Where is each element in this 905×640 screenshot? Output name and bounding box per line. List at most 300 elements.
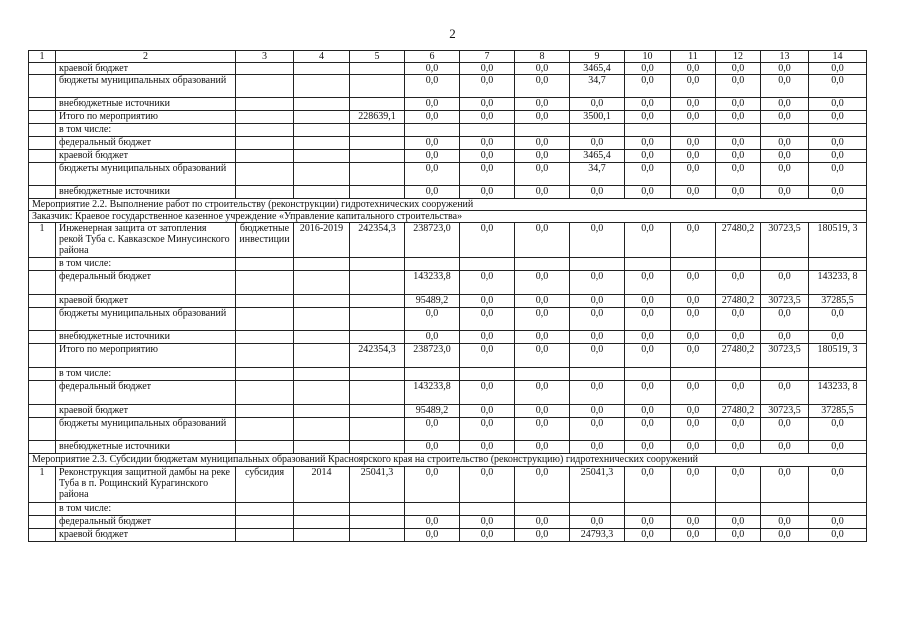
value-cell: 0,0: [515, 186, 570, 199]
value-cell: 0,0: [716, 137, 761, 150]
row-number-cell: [29, 186, 56, 199]
table-row: [29, 98, 867, 111]
value-cell: [671, 503, 716, 516]
table-cell: [236, 150, 294, 163]
value-cell: 0,0: [716, 163, 761, 186]
value-cell: 0,0: [460, 63, 515, 75]
value-cell: 0,0: [570, 344, 625, 368]
value-cell: [350, 98, 405, 111]
value-cell: 0,0: [405, 63, 460, 75]
table-row: [29, 150, 867, 163]
row-number-cell: [29, 308, 56, 331]
value-cell: [350, 331, 405, 344]
header-cell: 10: [625, 51, 671, 63]
description-cell: краевой бюджет: [56, 405, 236, 418]
header-cell: 4: [294, 51, 350, 63]
table-cell: субсидия: [236, 467, 294, 503]
value-cell: 34,7: [570, 163, 625, 186]
value-cell: [350, 405, 405, 418]
value-cell: 0,0: [460, 186, 515, 199]
value-cell: 0,0: [515, 405, 570, 418]
value-cell: 0,0: [761, 75, 809, 98]
value-cell: 0,0: [405, 163, 460, 186]
table-cell: [294, 63, 350, 75]
row-number-cell: [29, 405, 56, 418]
row-number-cell: [29, 137, 56, 150]
value-cell: 0,0: [625, 137, 671, 150]
row-number-cell: [29, 98, 56, 111]
value-cell: 25041,3: [350, 467, 405, 503]
value-cell: 0,0: [460, 75, 515, 98]
value-cell: 0,0: [671, 381, 716, 405]
value-cell: 0,0: [809, 331, 867, 344]
description-cell: краевой бюджет: [56, 63, 236, 75]
value-cell: [809, 503, 867, 516]
value-cell: 30723,5: [761, 344, 809, 368]
value-cell: 0,0: [515, 331, 570, 344]
value-cell: 3500,1: [570, 111, 625, 124]
section-title: Мероприятие 2.3. Субсидии бюджетам муниципальных образований Красноярского края на строительство (реконструкцию) гидротехнических сооружений: [29, 454, 867, 467]
value-cell: 0,0: [761, 467, 809, 503]
value-cell: 27480,2: [716, 223, 761, 258]
row-number-cell: [29, 331, 56, 344]
value-cell: [350, 163, 405, 186]
value-cell: 0,0: [570, 98, 625, 111]
value-cell: 0,0: [460, 163, 515, 186]
table-row: [29, 186, 867, 199]
value-cell: 0,0: [809, 163, 867, 186]
header-cell: 5: [350, 51, 405, 63]
table-cell: 2016-2019: [294, 223, 350, 258]
value-cell: 0,0: [625, 381, 671, 405]
row-number-cell: 1: [29, 223, 56, 258]
value-cell: [671, 368, 716, 381]
value-cell: 0,0: [716, 111, 761, 124]
table-cell: [294, 163, 350, 186]
table-cell: [294, 137, 350, 150]
value-cell: [809, 258, 867, 271]
value-cell: 180519, 3: [809, 344, 867, 368]
table-row: [29, 441, 867, 454]
value-cell: [761, 258, 809, 271]
value-cell: 238723,0: [405, 344, 460, 368]
value-cell: 0,0: [671, 441, 716, 454]
section-title: Заказчик: Краевое государственное казенное учреждение «Управление капитального строительства»: [29, 211, 867, 223]
value-cell: 0,0: [515, 529, 570, 542]
value-cell: [350, 381, 405, 405]
value-cell: 0,0: [460, 295, 515, 308]
value-cell: 30723,5: [761, 405, 809, 418]
value-cell: [625, 258, 671, 271]
value-cell: 0,0: [625, 295, 671, 308]
value-cell: 0,0: [716, 98, 761, 111]
value-cell: 0,0: [809, 529, 867, 542]
value-cell: 242354,3: [350, 344, 405, 368]
value-cell: 0,0: [515, 344, 570, 368]
table-cell: [236, 75, 294, 98]
table-cell: [236, 98, 294, 111]
value-cell: 95489,2: [405, 295, 460, 308]
table-row: [29, 308, 867, 331]
value-cell: [350, 75, 405, 98]
value-cell: 0,0: [716, 381, 761, 405]
value-cell: [716, 503, 761, 516]
value-cell: [809, 124, 867, 137]
financing-table: [28, 50, 867, 542]
value-cell: 0,0: [809, 111, 867, 124]
table-row: [29, 529, 867, 542]
table-cell: [294, 150, 350, 163]
table-cell: [236, 441, 294, 454]
description-cell: внебюджетные источники: [56, 441, 236, 454]
value-cell: 0,0: [716, 529, 761, 542]
table-row: [29, 75, 867, 98]
value-cell: 0,0: [625, 331, 671, 344]
value-cell: 0,0: [761, 418, 809, 441]
value-cell: 0,0: [570, 186, 625, 199]
value-cell: 0,0: [671, 223, 716, 258]
row-number-cell: [29, 271, 56, 295]
value-cell: 30723,5: [761, 223, 809, 258]
value-cell: [625, 124, 671, 137]
value-cell: 0,0: [570, 331, 625, 344]
value-cell: 0,0: [809, 186, 867, 199]
value-cell: 0,0: [809, 441, 867, 454]
row-number-cell: [29, 124, 56, 137]
value-cell: 0,0: [716, 63, 761, 75]
table-cell: 2014: [294, 467, 350, 503]
table-cell: бюджетные инвестиции: [236, 223, 294, 258]
value-cell: 0,0: [671, 111, 716, 124]
value-cell: 0,0: [460, 308, 515, 331]
value-cell: [350, 124, 405, 137]
value-cell: 0,0: [716, 150, 761, 163]
value-cell: 0,0: [570, 271, 625, 295]
row-number-cell: [29, 163, 56, 186]
value-cell: [625, 503, 671, 516]
value-cell: 0,0: [460, 467, 515, 503]
value-cell: 34,7: [570, 75, 625, 98]
description-cell: внебюджетные источники: [56, 98, 236, 111]
table-row: [29, 258, 867, 271]
description-cell: бюджеты муниципальных образований: [56, 163, 236, 186]
value-cell: 180519, 3: [809, 223, 867, 258]
table-cell: [294, 441, 350, 454]
value-cell: 0,0: [671, 467, 716, 503]
table-cell: [236, 368, 294, 381]
value-cell: [570, 503, 625, 516]
value-cell: [515, 503, 570, 516]
value-cell: [570, 124, 625, 137]
value-cell: [761, 503, 809, 516]
table-cell: [294, 418, 350, 441]
table-row: [29, 163, 867, 186]
header-cell: 1: [29, 51, 56, 63]
table-cell: [236, 295, 294, 308]
value-cell: [350, 150, 405, 163]
description-cell: Инженерная защита от затопления рекой Туба с. Кавказское Минусинского района: [56, 223, 236, 258]
value-cell: 0,0: [460, 150, 515, 163]
value-cell: 0,0: [761, 150, 809, 163]
table-cell: [294, 258, 350, 271]
value-cell: 0,0: [761, 529, 809, 542]
value-cell: [460, 368, 515, 381]
table-cell: [236, 529, 294, 542]
table-cell: [294, 75, 350, 98]
description-cell: краевой бюджет: [56, 150, 236, 163]
value-cell: 0,0: [570, 308, 625, 331]
table-cell: [294, 124, 350, 137]
value-cell: 0,0: [570, 516, 625, 529]
description-cell: Итого по мероприятию: [56, 111, 236, 124]
table-cell: [236, 124, 294, 137]
value-cell: 0,0: [460, 418, 515, 441]
value-cell: 0,0: [625, 163, 671, 186]
value-cell: 0,0: [671, 295, 716, 308]
value-cell: 0,0: [671, 418, 716, 441]
description-cell: в том числе:: [56, 503, 236, 516]
value-cell: 0,0: [761, 308, 809, 331]
value-cell: 0,0: [716, 441, 761, 454]
row-number-cell: [29, 150, 56, 163]
table-cell: [294, 516, 350, 529]
value-cell: [716, 258, 761, 271]
value-cell: 0,0: [761, 441, 809, 454]
table-row: [29, 503, 867, 516]
value-cell: 0,0: [405, 186, 460, 199]
page-number: 2: [449, 26, 456, 41]
value-cell: 0,0: [460, 331, 515, 344]
value-cell: 0,0: [515, 271, 570, 295]
value-cell: 0,0: [570, 295, 625, 308]
value-cell: 0,0: [716, 308, 761, 331]
value-cell: 0,0: [570, 381, 625, 405]
description-cell: краевой бюджет: [56, 529, 236, 542]
value-cell: [350, 186, 405, 199]
value-cell: 0,0: [671, 344, 716, 368]
value-cell: 0,0: [515, 381, 570, 405]
value-cell: 0,0: [671, 331, 716, 344]
value-cell: 0,0: [460, 381, 515, 405]
value-cell: 0,0: [625, 150, 671, 163]
table-row: [29, 405, 867, 418]
value-cell: [350, 503, 405, 516]
row-number-cell: 1: [29, 467, 56, 503]
table-cell: [294, 331, 350, 344]
value-cell: 0,0: [405, 75, 460, 98]
value-cell: 0,0: [671, 137, 716, 150]
value-cell: [350, 63, 405, 75]
table-cell: [294, 308, 350, 331]
value-cell: 0,0: [716, 418, 761, 441]
table-cell: [294, 111, 350, 124]
value-cell: 0,0: [405, 441, 460, 454]
value-cell: 0,0: [671, 98, 716, 111]
value-cell: 3465,4: [570, 150, 625, 163]
table-cell: [294, 368, 350, 381]
value-cell: 0,0: [460, 271, 515, 295]
value-cell: 0,0: [625, 529, 671, 542]
value-cell: [515, 368, 570, 381]
value-cell: 30723,5: [761, 295, 809, 308]
value-cell: 0,0: [671, 405, 716, 418]
table-row: [29, 418, 867, 441]
row-number-cell: [29, 381, 56, 405]
value-cell: 0,0: [460, 344, 515, 368]
table-cell: [294, 503, 350, 516]
value-cell: [761, 124, 809, 137]
row-number-cell: [29, 295, 56, 308]
row-number-cell: [29, 63, 56, 75]
value-cell: 0,0: [625, 271, 671, 295]
table-row: [29, 295, 867, 308]
value-cell: 0,0: [405, 150, 460, 163]
value-cell: 0,0: [460, 111, 515, 124]
table-cell: [236, 63, 294, 75]
value-cell: [809, 368, 867, 381]
header-cell: 6: [405, 51, 460, 63]
description-cell: федеральный бюджет: [56, 271, 236, 295]
row-number-cell: [29, 529, 56, 542]
row-number-cell: [29, 75, 56, 98]
value-cell: [460, 503, 515, 516]
value-cell: 0,0: [405, 98, 460, 111]
value-cell: 0,0: [671, 308, 716, 331]
value-cell: 0,0: [515, 75, 570, 98]
row-number-cell: [29, 111, 56, 124]
value-cell: [405, 368, 460, 381]
value-cell: 0,0: [761, 98, 809, 111]
header-cell: 9: [570, 51, 625, 63]
value-cell: 27480,2: [716, 344, 761, 368]
value-cell: 0,0: [515, 98, 570, 111]
table-row: [29, 137, 867, 150]
value-cell: [570, 368, 625, 381]
table-cell: [236, 186, 294, 199]
value-cell: 0,0: [716, 331, 761, 344]
header-cell: 11: [671, 51, 716, 63]
value-cell: 0,0: [460, 529, 515, 542]
value-cell: 228639,1: [350, 111, 405, 124]
table-cell: [236, 331, 294, 344]
header-cell: 12: [716, 51, 761, 63]
row-number-cell: [29, 503, 56, 516]
header-cell: 7: [460, 51, 515, 63]
value-cell: 0,0: [460, 405, 515, 418]
value-cell: 0,0: [515, 111, 570, 124]
description-cell: федеральный бюджет: [56, 516, 236, 529]
value-cell: 0,0: [716, 271, 761, 295]
row-number-cell: [29, 516, 56, 529]
table-cell: [236, 418, 294, 441]
value-cell: 0,0: [405, 111, 460, 124]
value-cell: 0,0: [625, 111, 671, 124]
value-cell: 0,0: [460, 98, 515, 111]
description-cell: в том числе:: [56, 124, 236, 137]
value-cell: 0,0: [460, 223, 515, 258]
value-cell: 0,0: [716, 516, 761, 529]
table-row: [29, 63, 867, 75]
table-cell: [294, 405, 350, 418]
table-cell: [294, 529, 350, 542]
value-cell: 0,0: [570, 418, 625, 441]
table-cell: [294, 381, 350, 405]
value-cell: 0,0: [570, 405, 625, 418]
value-cell: 0,0: [716, 186, 761, 199]
value-cell: [405, 503, 460, 516]
value-cell: [350, 516, 405, 529]
value-cell: 0,0: [625, 98, 671, 111]
table-cell: [236, 111, 294, 124]
value-cell: [460, 124, 515, 137]
value-cell: 0,0: [671, 163, 716, 186]
description-cell: внебюджетные источники: [56, 186, 236, 199]
value-cell: 0,0: [809, 63, 867, 75]
value-cell: 0,0: [515, 163, 570, 186]
value-cell: 0,0: [405, 529, 460, 542]
value-cell: 0,0: [761, 331, 809, 344]
value-cell: 0,0: [716, 75, 761, 98]
description-cell: внебюджетные источники: [56, 331, 236, 344]
value-cell: 0,0: [460, 516, 515, 529]
value-cell: 0,0: [515, 223, 570, 258]
value-cell: 3465,4: [570, 63, 625, 75]
value-cell: [350, 368, 405, 381]
value-cell: [350, 271, 405, 295]
description-cell: федеральный бюджет: [56, 137, 236, 150]
table-cell: [236, 381, 294, 405]
value-cell: 143233,8: [405, 381, 460, 405]
value-cell: 0,0: [809, 75, 867, 98]
header-cell: 2: [56, 51, 236, 63]
value-cell: 0,0: [515, 63, 570, 75]
value-cell: 0,0: [515, 150, 570, 163]
header-cell: 13: [761, 51, 809, 63]
table-row: [29, 467, 867, 503]
table-row: [29, 124, 867, 137]
value-cell: 143233, 8: [809, 271, 867, 295]
value-cell: 0,0: [515, 308, 570, 331]
value-cell: 0,0: [625, 186, 671, 199]
value-cell: [350, 308, 405, 331]
table-cell: [236, 137, 294, 150]
section-title: Мероприятие 2.2. Выполнение работ по строительству (реконструкции) гидротехнических сооружений: [29, 199, 867, 211]
value-cell: [350, 529, 405, 542]
description-cell: в том числе:: [56, 368, 236, 381]
value-cell: [761, 368, 809, 381]
value-cell: 0,0: [625, 467, 671, 503]
header-cell: 3: [236, 51, 294, 63]
value-cell: 0,0: [405, 137, 460, 150]
value-cell: 0,0: [809, 98, 867, 111]
table-cell: [236, 258, 294, 271]
table-row: [29, 223, 867, 258]
value-cell: 0,0: [809, 418, 867, 441]
value-cell: 0,0: [809, 150, 867, 163]
value-cell: [350, 258, 405, 271]
table-cell: [294, 98, 350, 111]
value-cell: [405, 258, 460, 271]
value-cell: [671, 258, 716, 271]
value-cell: 238723,0: [405, 223, 460, 258]
value-cell: 0,0: [625, 75, 671, 98]
table-row: [29, 344, 867, 368]
table-row: [29, 381, 867, 405]
value-cell: [515, 258, 570, 271]
section-row: [29, 454, 867, 467]
value-cell: [460, 258, 515, 271]
description-cell: Итого по мероприятию: [56, 344, 236, 368]
